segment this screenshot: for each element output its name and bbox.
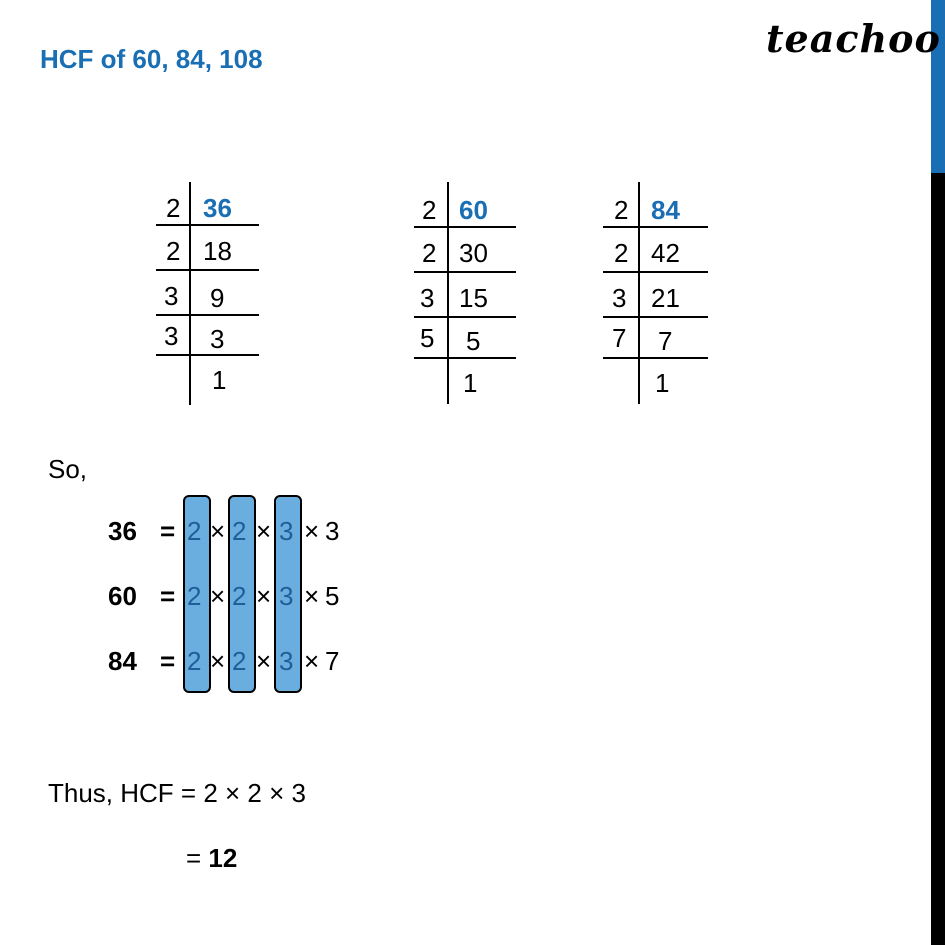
factor: 2 (187, 646, 202, 676)
divisor: 3 (612, 283, 627, 313)
quotient: 5 (466, 326, 481, 356)
hcf-equals: = (186, 843, 209, 873)
so-label: So, (48, 454, 88, 484)
factor-number: 60 (108, 581, 137, 611)
dividend: 36 (203, 193, 232, 223)
page-title: HCF of 60, 84, 108 (40, 44, 263, 74)
quotient: 18 (203, 236, 232, 266)
divisor: 2 (422, 238, 437, 268)
quotient: 1 (212, 365, 227, 395)
factor: 3 (279, 581, 294, 611)
divisor: 2 (166, 236, 181, 266)
divisor: 5 (420, 323, 435, 353)
division-rule (156, 269, 259, 271)
factor: 2 (232, 516, 247, 546)
division-rule (156, 314, 259, 316)
quotient: 1 (463, 368, 478, 398)
hcf-value: 12 (208, 843, 238, 873)
divisor: 3 (420, 283, 435, 313)
equals-sign: = (160, 581, 176, 611)
times-sign: × (256, 581, 272, 611)
division-rule (414, 226, 516, 228)
divisor: 2 (422, 195, 437, 225)
division-vertical-line (189, 182, 191, 405)
times-sign: × (256, 516, 272, 546)
division-vertical-line (447, 182, 449, 404)
factor-number: 84 (108, 646, 137, 676)
divisor: 2 (614, 238, 629, 268)
divisor: 2 (166, 193, 181, 223)
factor: 3 (279, 516, 294, 546)
factor: 2 (232, 581, 247, 611)
factor: 2 (187, 581, 202, 611)
quotient: 1 (655, 368, 670, 398)
quotient: 9 (210, 283, 225, 313)
division-rule (156, 354, 259, 356)
quotient: 30 (459, 238, 488, 268)
divisor: 3 (164, 321, 179, 351)
quotient: 7 (658, 326, 673, 356)
quotient: 42 (651, 238, 680, 268)
times-sign: × (210, 646, 226, 676)
division-rule (414, 316, 516, 318)
divisor: 2 (614, 195, 629, 225)
division-vertical-line (638, 182, 640, 404)
hcf-statement: Thus, HCF = 2 × 2 × 3 (48, 778, 306, 808)
divisor: 3 (164, 281, 179, 311)
divisor: 7 (612, 323, 627, 353)
quotient: 21 (651, 283, 680, 313)
factor: 3 (279, 646, 294, 676)
factor: 2 (187, 516, 202, 546)
times-sign: × (256, 646, 272, 676)
times-sign: × (210, 581, 226, 611)
division-rule (603, 357, 708, 359)
equals-sign: = (160, 516, 176, 546)
times-sign: × (304, 646, 320, 676)
remaining-factor: 3 (325, 516, 340, 546)
division-rule (603, 316, 708, 318)
dividend: 84 (651, 195, 680, 225)
division-rule (414, 271, 516, 273)
factor: 2 (232, 646, 247, 676)
division-rule (156, 224, 259, 226)
times-sign: × (210, 516, 226, 546)
hcf-result (186, 843, 237, 873)
equals-sign: = (160, 646, 176, 676)
teachoo-logo: teachoo (766, 16, 941, 61)
division-rule (414, 357, 516, 359)
remaining-factor: 7 (325, 646, 340, 676)
times-sign: × (304, 516, 320, 546)
quotient: 3 (210, 324, 225, 354)
division-rule (603, 226, 708, 228)
division-rule (603, 271, 708, 273)
times-sign: × (304, 581, 320, 611)
remaining-factor: 5 (325, 581, 340, 611)
quotient: 15 (459, 283, 488, 313)
dividend: 60 (459, 195, 488, 225)
factor-number: 36 (108, 516, 137, 546)
